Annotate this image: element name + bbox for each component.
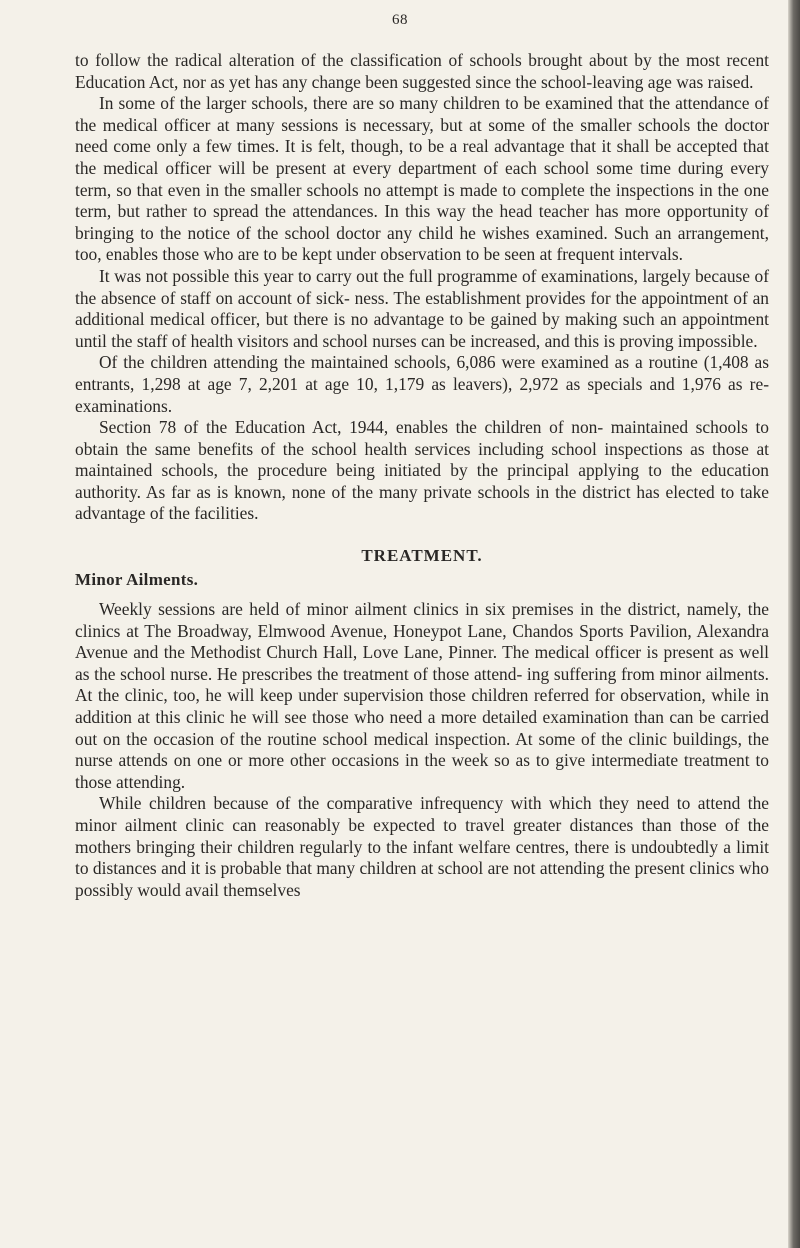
paragraph-section-78: Section 78 of the Education Act, 1944, enables the children of non- maintained schools to obtain the same benefits of the school health services including school inspections as those at maintained schools, the procedure being initiated by the principal applying to the education authority. As far as is known, none of the many private schools in the district has elected to take advantage of the facilities. [75,417,769,524]
subheading-minor-ailments: Minor Ailments. [75,570,199,590]
paragraph-clinic-distances: While children because of the comparative infrequency with which they need to attend the minor ailment clinic can reasonably be expected to travel greater distances than those of the mothers bringing their children regularly to the infant welfare centres, there is undoubtedly a limit to distances and it is probable that many children at school are not attending the present clinics who possibly would avail themselves [75,793,769,900]
paragraph-examination-figures: Of the children attending the maintained schools, 6,086 were examined as a routine (1,408 as entrants, 1,298 at age 7, 2,201 at age 10, 1,179 as leavers), 2,972 as specials and 1,976 as re-examinations. [75,352,769,416]
paragraph-staff-shortage: It was not possible this year to carry out the full programme of examinations, largely because of the absence of staff on account of sick- ness. The establishment provides for the appointment of an additional medical officer, but there is no advantage to be gained by making such an appointment until the staff of health visitors and school nurses can be increased, and this is proving impossible. [75,265,769,351]
page-number: 68 [392,12,408,28]
paragraph-continuation: to follow the radical alteration of the classification of schools brought about by the most recent Education Act, nor as yet has any change been suggested since the school-leaving age was raised. [75,50,769,92]
paragraph-weekly-sessions: Weekly sessions are held of minor ailment clinics in six premises in the district, namely, the clinics at The Broadway, Elmwood Avenue, Honeypot Lane, Chandos Sports Pavilion, Alexandra Avenue and the Methodist Church Hall, Love Lane, Pinner. The medical officer is present as well as the school nurse. He prescribes the treatment of those attend- ing suffering from minor ailments. At the clinic, too, he will keep under supervision those children referred for observation, while in addition at this clinic he will see those who need a more detailed examination than can be carried out on the occasion of the routine school medical inspection. At some of the clinic buildings, the nurse attends on one or more other occasions in the week so as to give intermediate treatment to those attending. [75,599,769,792]
section-heading-treatment: TREATMENT. [361,546,483,566]
document-body [75,50,769,901]
page-edge-shadow [788,0,800,1248]
paragraph-inspection-attendance: In some of the larger schools, there are so many children to be examined that the attendance of the medical officer at many sessions is necessary, but at some of the smaller schools the doctor need come only a few times. It is felt, though, to be a real advantage that it shall be accepted that the medical officer will be present at every department of each school some time during every term, so that even in the smaller schools no attempt is made to complete the inspections in the one term, but rather to spread the attendances. In this way the head teacher has more opportunity of bringing to the notice of the school doctor any child he wishes examined. Such an arrangement, too, enables those who are to be kept under observation to be seen at frequent intervals. [75,93,769,265]
